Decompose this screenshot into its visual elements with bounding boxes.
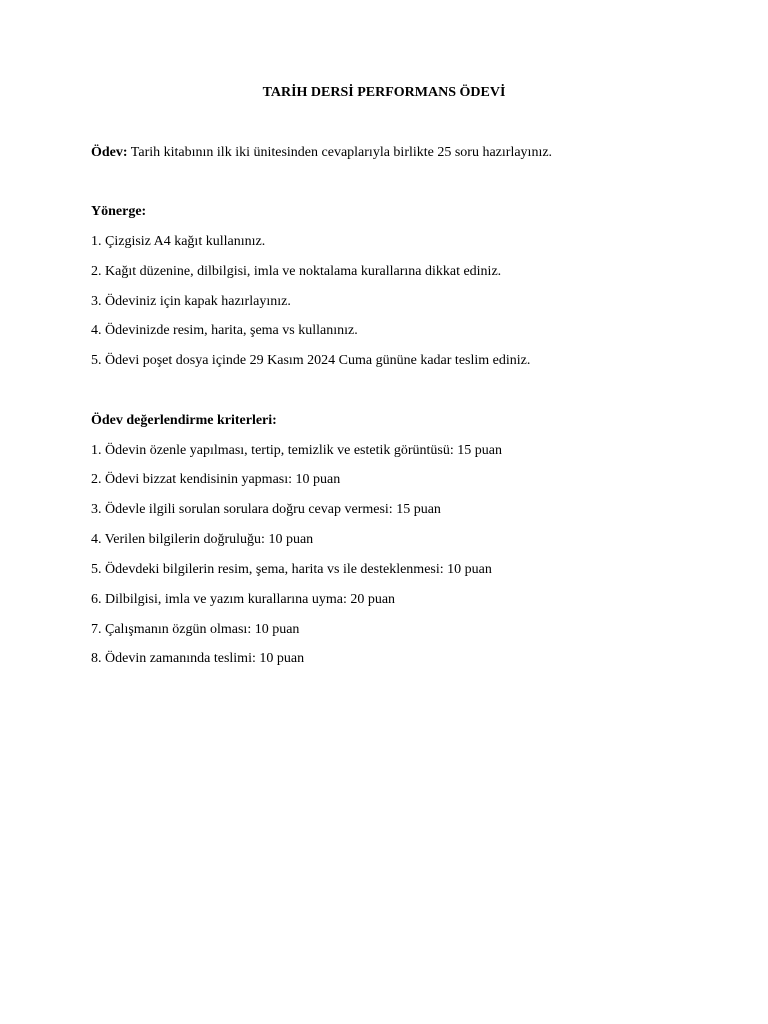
- criteria-item: 5. Ödevdeki bilgilerin resim, şema, harita vs ile desteklenmesi: 10 puan: [91, 562, 492, 577]
- criteria-item: 7. Çalışmanın özgün olması: 10 puan: [91, 622, 300, 637]
- document-title: TARİH DERSİ PERFORMANS ÖDEVİ: [262, 85, 506, 100]
- criteria-item: 4. Verilen bilgilerin doğruluğu: 10 puan: [91, 532, 314, 547]
- criteria-item: 3. Ödevle ilgili sorulan sorulara doğru cevap vermesi: 15 puan: [91, 502, 441, 517]
- assignment-text: Tarih kitabının ilk iki ünitesinden cevaplarıyla birlikte 25 soru hazırlayınız.: [127, 145, 553, 160]
- assignment-label: Ödev:: [91, 145, 128, 160]
- assignment-line: [91, 144, 552, 162]
- instruction-item: 1. Çizgisiz A4 kağıt kullanınız.: [91, 234, 266, 249]
- criteria-item: 1. Ödevin özenle yapılması, tertip, temizlik ve estetik görüntüsü: 15 puan: [91, 443, 502, 458]
- instruction-item: 2. Kağıt düzenine, dilbilgisi, imla ve noktalama kurallarına dikkat ediniz.: [91, 264, 502, 279]
- criteria-item: 8. Ödevin zamanında teslimi: 10 puan: [91, 651, 305, 666]
- criteria-item: 6. Dilbilgisi, imla ve yazım kurallarına uyma: 20 puan: [91, 592, 396, 607]
- criteria-heading: Ödev değerlendirme kriterleri:: [91, 413, 277, 428]
- instruction-item: 3. Ödeviniz için kapak hazırlayınız.: [91, 294, 291, 309]
- criteria-item: 2. Ödevi bizzat kendisinin yapması: 10 puan: [91, 472, 341, 487]
- instruction-item: 5. Ödevi poşet dosya içinde 29 Kasım 2024 Cuma gününe kadar teslim ediniz.: [91, 353, 531, 368]
- instructions-heading: Yönerge:: [91, 204, 147, 219]
- instruction-item: 4. Ödevinizde resim, harita, şema vs kullanınız.: [91, 323, 358, 338]
